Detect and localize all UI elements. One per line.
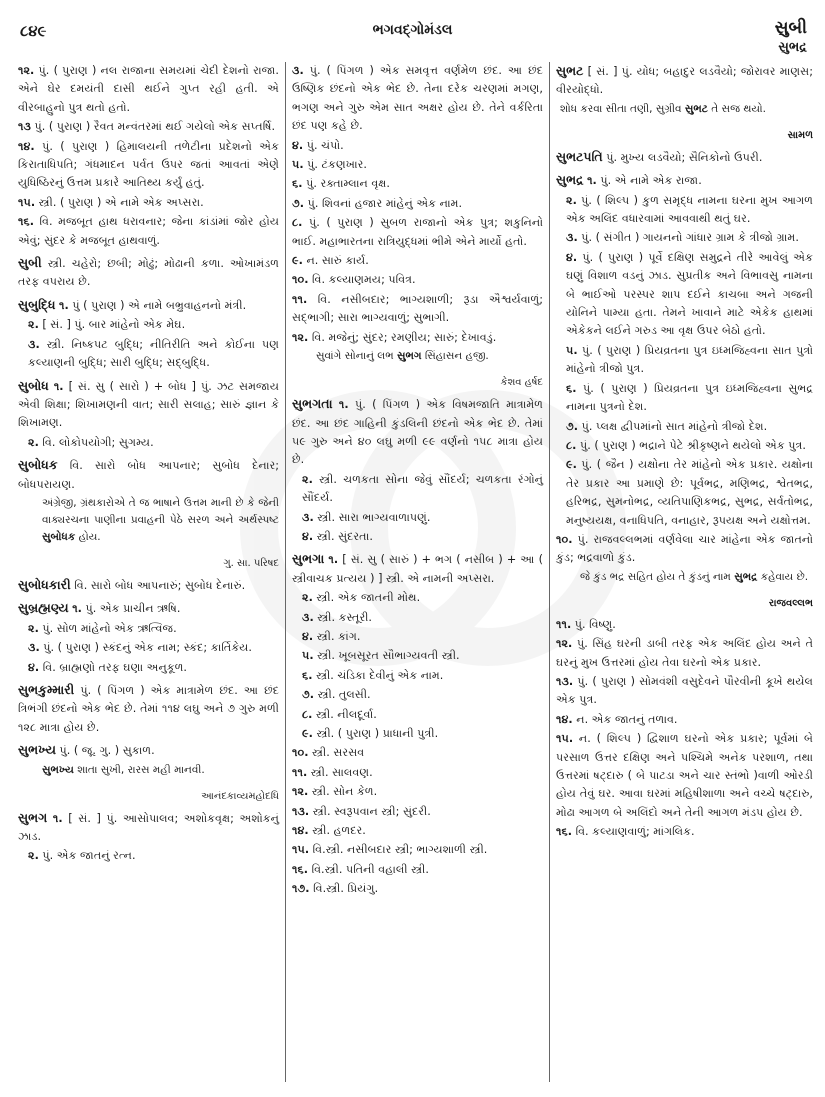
headword: સુબોધક — [18, 457, 58, 473]
sense: ૧૬. વિ. મજબૂત હાથ ધરાવનાર; જેના કાંડાંમાં જોર હોય એવું; સુંદર કે મજબૂત હાથવાળું. — [18, 215, 280, 247]
dictionary-entry: સુબોધક વિ. સારો બોધ આપનાર; સુબોધ દેનાર; બોધપરાયણ. અંગ્રેજી, ગ્રંથકારોએ તે જ ભાષાને ઉત્તમ માની છે કે જેની વાક્યરચના પાણીના પ્રવાહની પેઠે સરળ અને અર્થસ્પષ્ટ સુબોધક હોય. ગુ. સા. પરિષદ — [18, 456, 279, 572]
sense: ૧૪. પું. ( પુરાણ ) હિમાલયની તળેટીના પ્રદેશનો એક કિરાતાધિપતિ; ગંધમાદન પર્વત ઉપર જતાં આવતાં એણે યુધિષ્ઠિરનું ઉત્તમ પ્રકારે આતિથ્ય કર્યું હતું. — [18, 139, 279, 190]
guide-words — [775, 18, 807, 58]
headword: સુભકુમ્મારી — [18, 681, 75, 697]
dictionary-entry: સુભગ ૧. [ સં. ] પું. આસોપાલવ; અશોકવૃક્ષ; અશોકનું ઝાડ. ૨. પું. એક જાતનું રત્ન. — [18, 809, 279, 863]
headword: સુભગતા — [292, 396, 333, 412]
headword: સુબ્રહ્મણ્ય — [18, 600, 69, 616]
citation-source: આનંદકાવ્યમહોદધિ — [201, 790, 279, 802]
citation-source: ગુ. સા. પરિષદ — [223, 557, 279, 569]
dictionary-entry: સુભગા ૧. [ સં. સુ ( સારું ) + ભગ ( નસીબ ) + આ ( સ્ત્રીવાચક પ્રત્યય ) ] સ્ત્રી. એ નામની અપ્સરા. ૨. સ્ત્રી. એક જાતની મોથ. ૩. સ્ત્રી. કસ્તૂરી. ૪. સ્ત્રી. કાંગ. ૫. સ્ત્રી. ખૂબસૂરત સૌભાગ્યવતી સ્ત્રી. ૬. સ્ત્રી. ચંડિકા દેવીનું એક નામ. ૭. સ્ત્રી. તુલસી. ૮. સ્ત્રી. નીલદૂર્વા. ૯. સ્ત્રી. ( પુરાણ ) પ્રાધાની પુત્રી. ૧૦. સ્ત્રી. સરસવ ૧૧. સ્ત્રી. સાલવણ. ૧૨. સ્ત્રી. સોન કેળ. ૧૩. સ્ત્રી. સ્વરૂપવાન સ્ત્રી; સુંદરી. ૧૪. સ્ત્રી. હળદર. ૧૫. વિ.સ્ત્રી. નસીબદાર સ્ત્રી; ભાગ્યશાળી સ્ત્રી. ૧૬. વિ.સ્ત્રી. પતિની વહાલી સ્ત્રી. ૧૭. વિ.સ્ત્રી. પ્રિયંગુ. — [292, 551, 543, 896]
dictionary-entry: સુભકુમ્મારી પું. ( પિંગળ ) એક માત્રામેળ છંદ. આ છંદ ત્રિભંગી છંદનો એક ભેદ છે. તેમાં ૧૧૪ લઘુ અને ૭ ગુરુ મળી ૧૨૮ માત્રા હોય છે. — [18, 681, 280, 734]
citation-quote: જે કુંડ ભદ્ર સહિત હોય તે કુંડનું નામ સુભદ્ર કહેવાય છે. — [580, 570, 809, 583]
dictionary-entry: સુભટ [ સં. ] પું. યોધ; બહાદુર લડવૈયો; જોરાવર માણસ; વીરયોદ્ધો. શોધ કરવા સીતા તણી, સુગ્રીવ સુભટ તે સજ થયો. સામળ — [556, 62, 813, 144]
dictionary-columns — [18, 62, 813, 1082]
headword: સુબોધકારી — [18, 576, 71, 592]
headword: સુભગા — [292, 551, 325, 567]
headword: સુબી — [18, 255, 42, 271]
citation-source: કેશવ હર્ષદ — [500, 377, 543, 389]
dictionary-entry: સુભખ્ય પું. ( જૂ. ગુ. ) સુકાળ. સુભખ્ય શાતા સુખી, રારસ મહી માનવી. આનંદકાવ્યમહોદધિ — [18, 741, 279, 804]
headword: સુભગ — [18, 809, 48, 825]
headword: સુભટ — [556, 63, 584, 78]
headword: સુભદ્ર — [556, 172, 584, 188]
dictionary-entry: સુબી સ્ત્રી. ચહેરો; છબી; મોઢું; મોઢાની કળા. ઓખામંડળ તરફ વપરાય છે. — [18, 255, 279, 289]
sense: ૧૫. સ્ત્રી. ( પુરાણ ) એ નામે એક અપ્સરા. — [18, 195, 204, 209]
guide-word-top: સુબી — [774, 18, 807, 38]
headword: સુબોધ — [18, 377, 49, 393]
dictionary-entry: સુભદ્ર ૧. પું. એ નામે એક રાજા. ૨. પું. ( શિલ્પ ) કુળ સમૃદ્ધ નામના ઘરના મુખ આગળ એક અલિંદ વધારવામાં આવવાથી થતું ઘર. ૩. પું. ( સંગીત ) ગાયનનો ગાંધાર ગ્રામ કે ત્રીજો ગ્રામ. ૪. પું. ( પુરાણ ) પૂર્વે દક્ષિણ સમુદ્રને તીરે આવેલું એક ઘણું વિશાળ વડનું ઝાડ. સુપ્રતીક અને વિભાવસુ નામના બે ભાઈઓ પરસ્પર શાપ દઈને કાચબા અને ગજની યોનિને પામ્યા હતા. તેમને ખાવાને માટે એકેક હાથમાં એકેકને લઈને ગરુડ આ વૃક્ષ ઉપર બેઠો હતો. ૫. પું. ( પુરાણ ) પ્રિયવ્રતના પુત્ર ઇધ્મજિહ્વના સાત પુત્રો માંહેનો ત્રીજો પુત્ર. ૬. પું. ( પુરાણ ) પ્રિયવ્રતના પુત્ર ઇધ્મજિહ્વના સુભદ્ર નામના પુત્રનો દેશ. ૭. પું. પ્લક્ષ દ્વીપમાંનો સાત માંહેનો ત્રીજો દેશ. ૮. પું. ( પુરાણ ) ભદ્રાને પેટે શ્રીકૃષ્ણને થયેલો એક પુત્ર. ૯. પું. ( જૈન ) યક્ષોના તેર માંહેનો એક પ્રકાર. યક્ષોના તેર પ્રકાર આ પ્રમાણે છે: પૂર્વભદ્ર, મણિભદ્ર, શ્વેતભદ્ર, હરિભદ્ર, સુમનોભદ્ર, વ્યતિપાણિકભદ્ર, સુભદ્ર, સર્વતોભદ્ર, મનુષ્યયક્ષ, વનાધિપતિ, વનાહાર, રૂપયક્ષ અને યક્ષોત્તમ. ૧૦. પું. રાજવલ્લભમાં વર્ણવેલા ચાર માંહેના એક જાતનો કુંડ; ભદ્રવાળો કુંડ. જે કુંડ ભદ્ર સહિત હોય તે કુંડનું નામ સુભદ્ર કહેવાય છે. રાજવલ્લભ ૧૧. પું. વિષ્ણુ. ૧૨. પું. સિંહ ઘરની ડાબી તરફ એક અલિંદ હોય અને તે ઘરનું મુખ ઉત્તરમાં હોય તેવા ઘરનો એક પ્રકાર. ૧૩. પું. ( પુરાણ ) સોમવંશી વસુદેવને પૌરવીની કૂખે થયેલ એક પુત્ર. ૧૪. ન. એક જાતનું તળાવ. ૧૫. ન. ( શિલ્પ ) દ્વિશાળ ઘરનો એક પ્રકાર; પૂર્વમાં બે પરસાળ ઉત્તર દક્ષિણ અને પશ્ચિમે અનેક પરશાળ, તથા ઉત્તરમાં ષટ્દારુ ( બે પાટડા અને ચાર સ્તંભો )વાળી ઓરડી હોય તેવું ઘર. આવા ઘરમાં મહિષીશાળા અને વચ્ચે ષટ્દારુ, મોઢા આગળ બે અલિંદો અને તેની આગળ મંડપ હોય છે. ૧૬. વિ. કલ્યાણવાળું; માંગલિક. — [556, 172, 813, 839]
citation-source: સામળ — [787, 129, 813, 141]
guide-word-bottom: સુભદ્ર — [778, 40, 807, 55]
dictionary-entry: સુભટપતિ પું. મુખ્ય લડવૈયો; સૈનિકોનો ઉપરી. — [556, 148, 763, 164]
book-title: ભગવદ્ગોમંડલ — [372, 22, 453, 38]
headword: સુભખ્ય — [18, 742, 56, 758]
citation-quote: શોધ કરવા સીતા તણી, સુગ્રીવ સુભટ તે સજ થયો. — [560, 102, 766, 115]
column-1 — [18, 62, 286, 1082]
sense: ૧૩ પું. ( પુરાણ ) રૈવત મન્વંતરમાં થઈ ગયેલો એક સપ્તર્ષિ. — [18, 120, 276, 134]
dictionary-entry: સુબોધકારી વિ. સારો બોધ આપનારું; સુબોધ દેનારું. — [18, 576, 246, 592]
citation-quote: સુવાંગે સોનાનું લભ સુભગ સિંહાસન હજી. — [316, 350, 489, 363]
citation-quote: અંગ્રેજી, ગ્રંથકારોએ તે જ ભાષાને ઉત્તમ માની છે કે જેની વાક્યરચના પાણીના પ્રવાહની પેઠે સરળ અને અર્થસ્પષ્ટ સુબોધક હોય. — [42, 496, 279, 543]
dictionary-entry: સુબોધ ૧. [ સં. સુ ( સારો ) + બોધ ] પું. ઝટ સમજાય એવી શિક્ષા; શિખામણની વાત; સારી સલાહ; સારું જ્ઞાન કે શિખામણ. ૨. વિ. લોકોપયોગી; સુગમ્ય. — [18, 377, 279, 449]
column-3 — [550, 62, 813, 1082]
page-header — [0, 0, 825, 62]
dictionary-entry: સુબ્રહ્મણ્ય ૧. પું. એક પ્રાચીન ઋષિ. ૨. પું. સોળ માંહેનો એક ઋત્વિજ. ૩. પું. ( પુરાણ ) સ્કંદનું એક નામ; સ્કંદ; કાર્તિકેય. ૪. વિ. બ્રાહ્મણો તરફ ઘણા અનુકૂળ. — [18, 600, 252, 674]
headword: સુભટપતિ — [556, 148, 603, 164]
page-number: ૮૪૯ — [20, 22, 47, 40]
dictionary-entry-continued: ૩. પું. ( પિંગળ ) એક સમવૃત્ત વર્ણમેળ છંદ. આ છંદ ઉષ્ણિક છંદનો એક ભેદ છે. તેના દરેક ચરણમાં મગણ, ભગણ અને ગુરુ એમ સાત અક્ષર હોય છે. તેને વર્કરિતા છંદ પણ કહે છે. ૪. પું. ચંપો. ૫. પું. ટંકણખાર. ૬. પું. રક્તામ્લાન વૃક્ષ. ૭. પું. શિવનાં હજાર માંહેનું એક નામ. ૮. પું. ( પુરાણ ) સુબળ રાજાનો એક પુત્ર; શકુનિનો ભાઈ. મહાભારતના રાત્રિયુદ્ધમાં ભીમે એને માર્યો હતો. ૯. ન. સારું કાર્ય. ૧૦. વિ. કલ્યાણમય; પવિત્ર. ૧૧. વિ. નસીબદાર; ભાગ્યશાળી; રૂડા ઐશ્વર્યવાળું; સદ્ભાગી; સારા ભાગ્યવાળું; સુભાગી. ૧૨. વિ. મજેનું; સુંદર; રમણીય; સારું; દેખાવડું. સુવાંગે સોનાનું લભ સુભગ સિંહાસન હજી. કેશવ હર્ષદ — [292, 62, 543, 391]
citation-quote: સુભખ્ય શાતા સુખી, રારસ મહી માનવી. — [42, 763, 205, 776]
citation-source: રાજવલ્લભ — [768, 597, 813, 609]
headword: સુબુદ્ધિ — [18, 296, 56, 312]
dictionary-entry: સુબુદ્ધિ ૧. પું ( પુરાણ ) એ નામે બભ્રુવાહનનો મંત્રી. ૨. [ સં. ] પું. બાર માંહેનો એક મેઘ. ૩. સ્ત્રી. નિષ્કપટ બુદ્ધિ; નીતિરીતિ અને કોઈના પણ કલ્યાણની બુદ્ધિ; સારી બુદ્ધિ; સદ્બુદ્ધિ. — [18, 296, 279, 370]
column-2 — [286, 62, 550, 1082]
dictionary-entry: સુભગતા ૧. પું. ( પિંગળ ) એક વિષમજાતિ માત્રામેળ છંદ. આ છંદ ગાહિની કુંડલિની છંદનો એક ભેદ છે. તેમાં ૫૯ ગુરુ અને ૪૦ લઘુ મળી ૯૯ વર્ણનો ૧૫૮ માત્રા હોય છે. ૨. સ્ત્રી. ચળકતા સોના જેવું સૌંદર્ય; ચળકતા રંગોનું સૌંદર્ય. ૩. સ્ત્રી. સારા ભાગ્યવાળાપણું. ૪. સ્ત્રી. સુંદરતા. — [292, 396, 544, 543]
sense: ૧૨. પું. ( પુરાણ ) નલ રાજાના સમયમાં ચેદી દેશનો રાજા. એને ઘેર દમયંતી દાસી થઈને ગુપ્ત રહી હતી. એ વીરબાહુનો પુત્ર થતો હતો. — [18, 64, 279, 114]
